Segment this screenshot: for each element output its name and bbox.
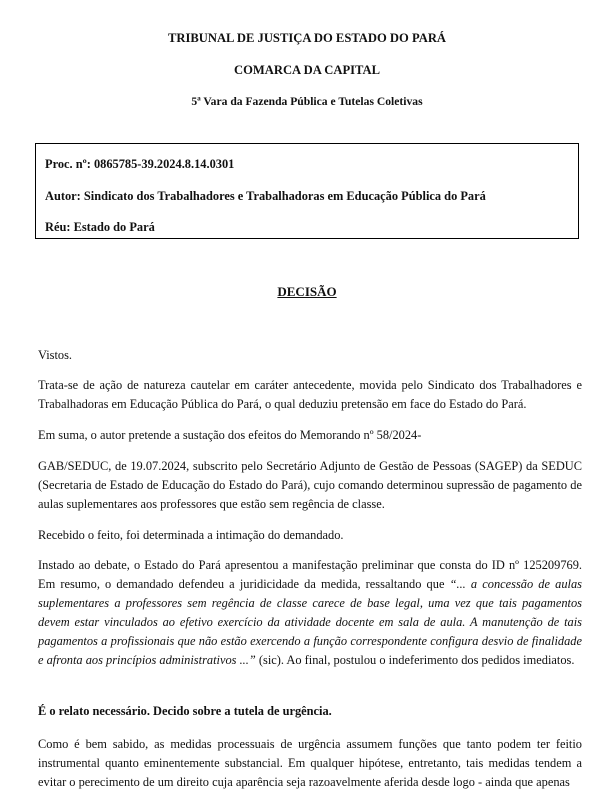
paragraph-defense: [38, 556, 582, 670]
paragraph-intro: Trata-se de ação de natureza cautelar em caráter antecedente, movida pelo Sindicato dos Trabalhadores e Trabalhadoras em Educação Pública do Pará, o qual deduziu pretensão em face do Estado do Pará.: [38, 378, 582, 411]
paragraph-vistos: Vistos.: [38, 348, 73, 362]
document-title: DECISÃO: [277, 284, 337, 299]
paragraph-memorandum: GAB/SEDUC, de 19.07.2024, subscrito pelo Secretário Adjunto de Gestão de Pessoas (SAGEP) da SEDUC (Secretaria de Estado de Educação do Estado do Pará), cujo comando determinou supressão de pagamento de aulas suplementares aos professores que estão sem regência de classe.: [38, 459, 582, 511]
division-name: 5ª Vara da Fazenda Pública e Tutelas Coletivas: [191, 95, 423, 108]
defense-quote: “... a concessão de aulas suplementares a professores sem regência de classe carece de base legal, uma vez que tais pagamentos devem estar vinculados ao efetivo exercício da atividade docente em sala de aula. A manutenção de tais pagamentos a profissionais que não estão exercendo a função correspondente configura desvio de finalidade e afronta aos princípios administrativos ...”: [38, 577, 582, 667]
case-info-box: [35, 143, 579, 239]
paragraph-received: Recebido o feito, foi determinada a intimação do demandado.: [38, 528, 344, 542]
paragraph-report: [38, 702, 582, 721]
district-name: COMARCA DA CAPITAL: [234, 63, 380, 77]
paragraph-urgency: Como é bem sabido, as medidas processuais de urgência assumem funções que tanto podem ter feitio instrumental quanto eminentemente substancial. Em qualquer hipótese, entretanto, tais medidas tendem a evitar o perecimento de um direito cuja aparência seja razoavelmente aferida desde logo - ainda que apenas: [38, 737, 582, 789]
plaintiff: Autor: Sindicato dos Trabalhadores e Trabalhadoras em Educação Pública do Pará: [45, 189, 486, 203]
process-number: Proc. nº: 0865785-39.2024.8.14.0301: [45, 157, 235, 171]
court-name: TRIBUNAL DE JUSTIÇA DO ESTADO DO PARÁ: [167, 31, 447, 45]
paragraph-summary: Em suma, o autor pretende a sustação dos efeitos do Memorando nº 58/2024-: [38, 428, 422, 442]
defense-text-a: Instado ao debate, o Estado do Pará apresentou a manifestação preliminar que consta do ID nº 125209769. Em resumo, o demandado defendeu a juridicidade da medida, ressaltando que: [38, 558, 582, 591]
defense-text-b: (sic). Ao final, postulou o indeferimento dos pedidos imediatos.: [255, 653, 575, 667]
report-text: É o relato necessário. Decido sobre a tutela de urgência.: [38, 704, 332, 718]
defendant: Réu: Estado do Pará: [45, 220, 155, 234]
